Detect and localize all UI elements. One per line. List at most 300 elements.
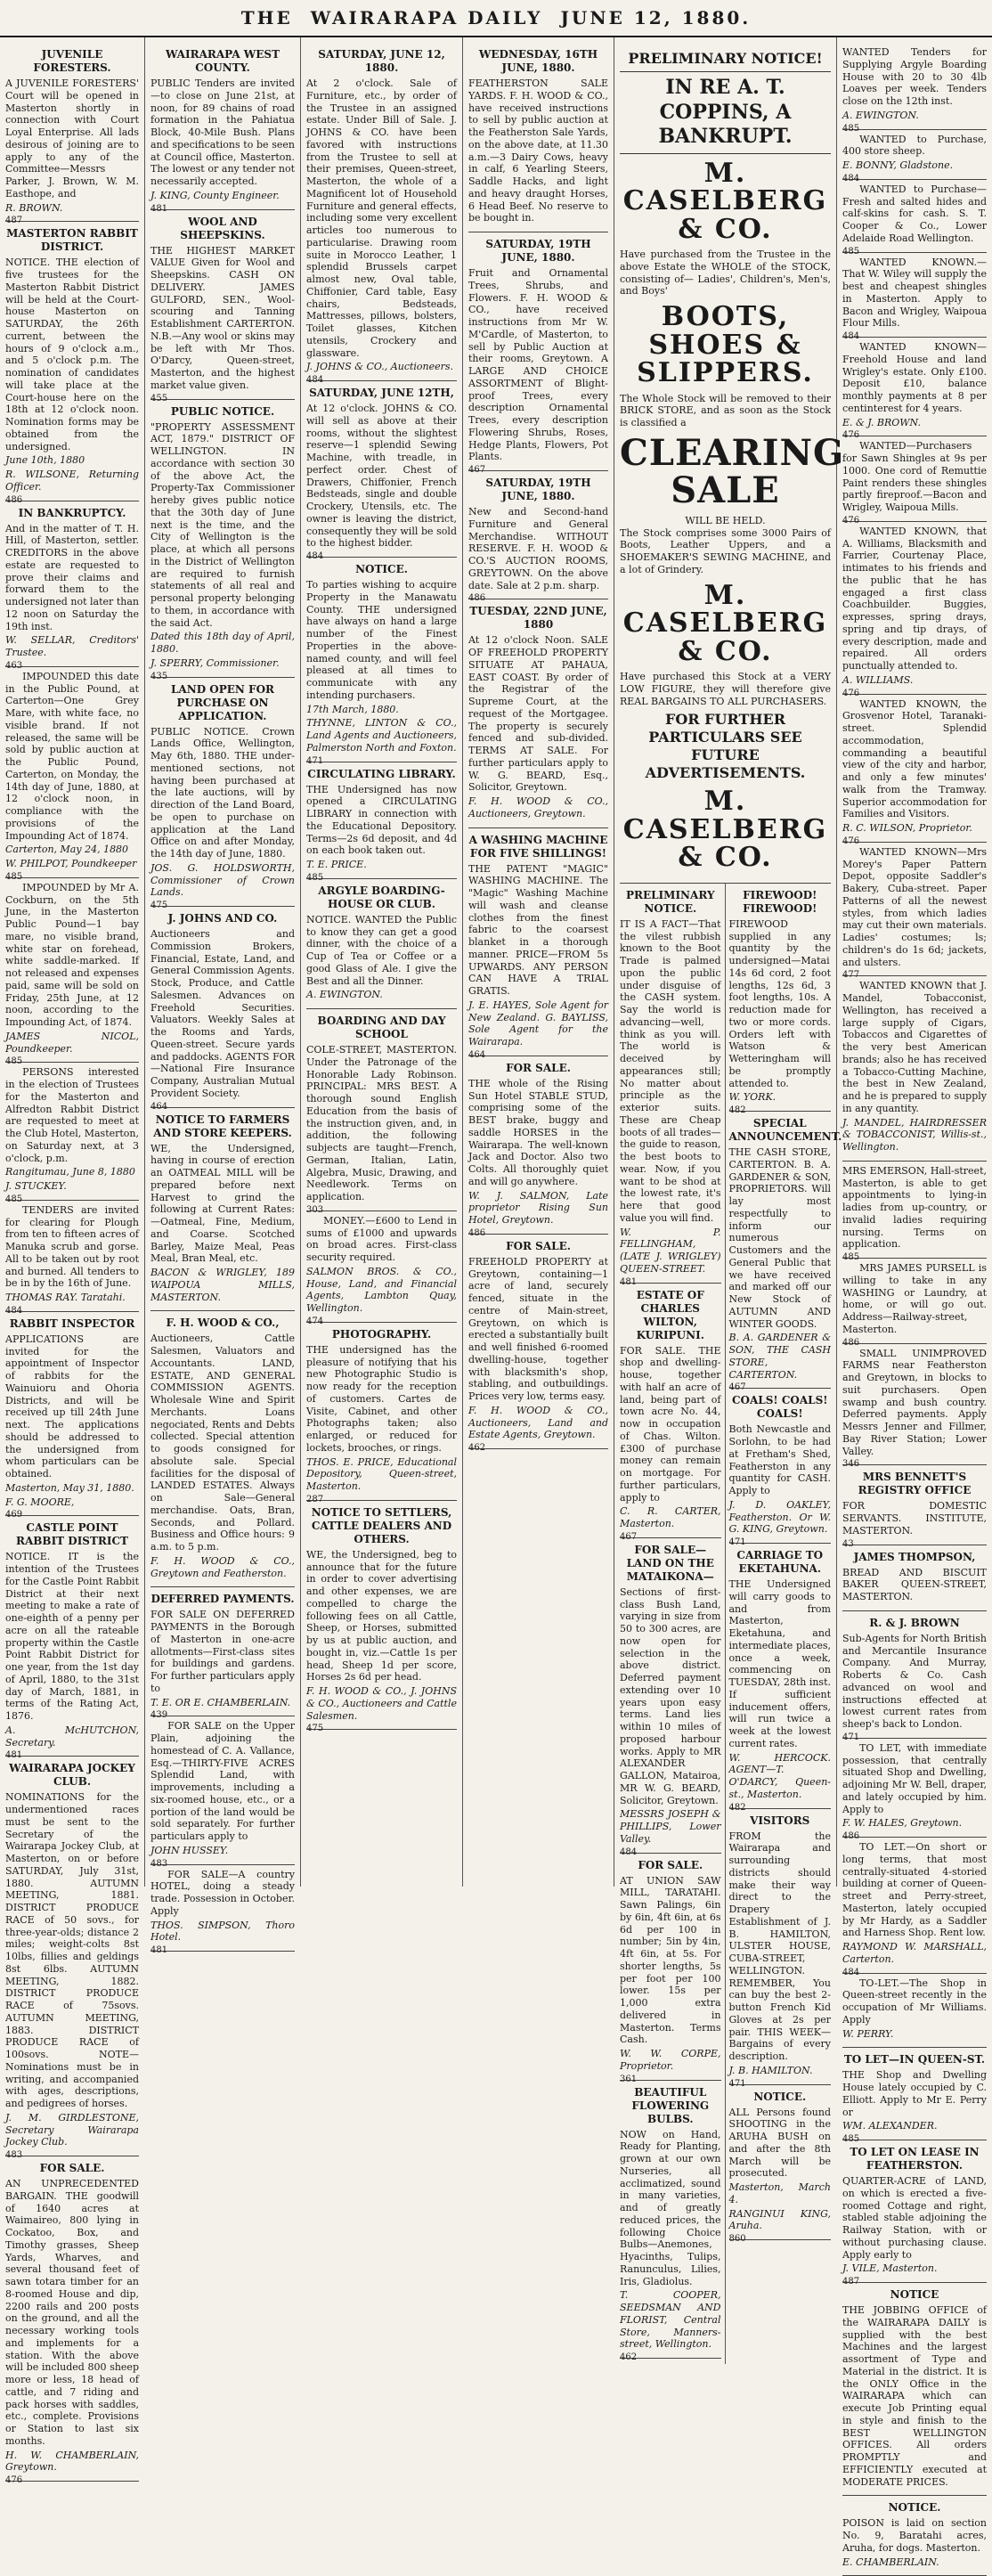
further-text: FOR FURTHER PARTICULARS SEE FUTURE ADVERTISEMENTS. — [645, 711, 806, 782]
ad-title: WEDNESDAY, 16TH JUNE, 1880. — [478, 48, 598, 74]
ad-number: 435 — [150, 671, 168, 681]
ad-body: NOW on Hand, Ready for Planting, grown at our own Nurseries, all acclimatized, sound in many varieties, and of greatly reduced prices, the following Choice Bulbs—Anemones, Hyacinths, Tulips, Ranunculus, Lilies, Iris, Gladiolus. — [620, 2128, 721, 2287]
ad-body: PERSONS interested in the election of Trustees for the Masterton and Alfredton Rabbit District are requested to meet at the Club Hotel, Masterton, on Saturday next, at 3 o'clock, p.m. — [5, 1066, 140, 1164]
ad-body: Both Newcastle and Sorlohn, to be had at Fretham's Shed, Featherston in any quantity for CASH. Apply to — [728, 1423, 831, 1496]
masthead — [0, 0, 992, 37]
ad-date: Masterton, May 31, 1880. — [5, 1481, 134, 1494]
ad-body: WANTED KNOWN, the Grosvenor Hotel, Taranaki-street. Splendid accommodation, commanding a beautiful view of the city and harbor, and only a few minutes' walk from the Tramway. Superior accommodation for Families and Visitors. — [842, 697, 987, 820]
ad-number: 303 — [306, 1204, 324, 1215]
ad-number: 467 — [728, 1382, 746, 1393]
advertisement — [306, 558, 457, 766]
ad-body: Sub-Agents for North British and Mercantile Insurance Company. And Murray, Roberts & Co. Cash advanced on wool and instructions effected at lowest current rates from sheep's back to London. — [842, 1632, 987, 1730]
ad-number: 471 — [728, 1537, 746, 1547]
advertisement — [842, 1344, 987, 1470]
ad-title: FOR SALE—LAND ON THE MATAIKONA— — [626, 1543, 714, 1583]
advertisement — [150, 1108, 295, 1312]
ad-date: Rangitumau, June 8, 1880 — [5, 1166, 135, 1178]
ad-number: 486 — [842, 1337, 860, 1348]
ad-signature: J. E. HAYES, Sole Agent for New Zealand. G. BAYLISS, Sole Agent for the Wairarapa. — [468, 999, 608, 1048]
advertisement — [842, 2283, 987, 2496]
ad-body: FOR SALE ON DEFERRED PAYMENTS in the Borough of Masterton in one-acre allotments—First-class sites for buildings and gardens. For further particulars apply to — [150, 1609, 295, 1694]
advertisement — [150, 400, 295, 681]
ad-body: Auctioneers and Commission Brokers, Financial, Estate, Land, and General Commission Agents. Stock, Produce, and Cattle Salesmen. Advances on Freehold Securities. Valuators. Weekly Sales at the Rooms and Yards, Queen-street. Secure yards and paddocks. AGENTS FOR—National Fire Insurance Company, Australian Mutual Provident Society. — [150, 928, 295, 1099]
ad-title: SATURDAY, 19TH JUNE, 1880. — [485, 477, 591, 502]
advertisement — [842, 1611, 987, 1742]
advertisement — [842, 130, 987, 183]
ad-title: SATURDAY, JUNE 12TH, — [309, 387, 454, 399]
advertisement — [5, 222, 139, 505]
ad-signature: MESSRS JOSEPH & PHILLIPS, Lower Valley. — [620, 1808, 721, 1845]
ad-body: NOTICE. WANTED the Public to know they can get a good dinner, with the choice of a Cup of Tea or Coffee or a good Glass of Ale. I give the Best and all the Dinner. — [306, 913, 457, 987]
ad-body: POISON is laid on section No. 9, Baratahi acres, Aruha, for dogs. Masterton. — [842, 2517, 987, 2554]
advertisement — [728, 2085, 832, 2244]
ad-body: THE undersigned has the pleasure of notifying that his new Photographic Studio is now ready for the reception of customers. Cartes de Visite, Cabinet, and other Photographs taken; also enlarged, or reduced for lockets, brooches, or rings. — [306, 1343, 457, 1454]
advertisement — [468, 232, 608, 475]
advertisement — [468, 1056, 608, 1238]
ad-body: IT IS A FACT—That the vilest rubbish known to the Boot Trade is palmed upon the public under disguise of the CASH system. Say the world is advancing—well, think as you will. The world is deceived by appearances still; No matter about principle as the exterior suits. These are Cheap boots of all trades—the guide to reason, the best boots to wear. Now, if you want to be shod at the lowest rate, it's here that good value you will find. — [620, 917, 721, 1224]
advertisement — [842, 1545, 987, 1611]
ad-title: SPECIAL ANNOUNCEMENT. — [728, 1117, 842, 1143]
ad-signature: J. D. OAKLEY, Featherston. Or W. G. KING, Greytown. — [728, 1498, 831, 1536]
ad-body: FOR SALE on the Upper Plain, adjoining the homestead of C. A. Vallance, Esq.—THIRTY-FIVE ACRES Splendid Land, with improvements, including a six-roomed house, etc., or a portion of the land would be sold separately. For further particulars apply to — [150, 1720, 295, 1842]
advertisement — [842, 436, 987, 526]
ad-number: 462 — [620, 2352, 638, 2362]
ad-number: 481 — [5, 1750, 23, 1761]
ad-number: 481 — [150, 203, 168, 214]
ad-body: WANTED KNOWN—Mrs Morey's Paper Pattern Depot, opposite Saddler's Bakery, Cuba-street. Paper Patterns of all the newest styles, from which ladies may cut their own materials. Ladies' costumes; ls; children's do 1s 6d; jackets, and ulsters. — [842, 845, 987, 968]
ad-signature: H. W. CHAMBERLAIN, Greytown. — [5, 2449, 139, 2474]
ad-body: And in the matter of T. H. Hill, of Masterton, settler. CREDITORS in the above estate are requested to prove their claims and forward them to the undersigned not later than 12 noon on Saturday the 19th inst. — [5, 522, 139, 632]
ad-body: To parties wishing to acquire Property in the Manawatu County. THE undersigned have always on hand a large number of the Finest Properties in the above-named county, and will feel pleased at all times to communicate with any intending purchasers. — [306, 579, 457, 701]
advertisement — [842, 2048, 987, 2144]
ad-body: MRS JAMES PURSELL is willing to take in any WASHING or Laundry, at home, or will go out. Address—Railway-street, Masterton. — [842, 1262, 987, 1335]
ad-title: COALS! COALS! COALS! — [731, 1394, 828, 1421]
ad-body: THE HIGHEST MARKET VALUE Given for Wool and Sheepskins. CASH ON DELIVERY. JAMES GULFORD, SEN., Wool-scouring and Tanning Establishment CARTERTON. N.B.—Any wool or skins may be left with Mr Thos. O'Darcy, Queen-street, Masterton, and the highest market value given. — [150, 244, 295, 391]
ad-number: 484 — [842, 331, 860, 341]
advertisement — [306, 1211, 457, 1326]
ad-signature: THOS. SIMPSON, Thoro Hotel. — [150, 1919, 295, 1944]
ad-title: PHOTOGRAPHY. — [331, 1327, 432, 1341]
ad-signature: T. E. PRICE. — [306, 859, 367, 870]
advertisement — [150, 1311, 295, 1587]
masthead-the: THE — [240, 7, 293, 29]
ad-title: ESTATE OF CHARLES WILTON, KURIPUNI. — [636, 1288, 704, 1341]
ad-body: COLE-STREET, MASTERTON. Under the Patronage of the Honorable Lady Robinson. PRINCIPAL: MRS BEST. A thorough sound English Education from the basis of the instruction given, and, in addition, the following subjects are taught—French, German, Italian, Latin, Algebra, Music, Drawing, and Needlework. Terms on application. — [306, 1044, 457, 1202]
ad-number: 287 — [306, 1494, 324, 1504]
ad-signature: J. M. GIRDLESTONE, Secretary Wairarapa Jockey Club. — [5, 2111, 139, 2148]
ad-signature: THOS. E. PRICE, Educational Depository, Queen-street, Masterton. — [306, 1455, 457, 1492]
masthead-date: JUNE 12, 1880. — [560, 7, 752, 29]
ad-number: 467 — [620, 1531, 638, 1542]
advertisement — [5, 1201, 139, 1316]
ad-title: NOTICE TO FARMERS AND STORE KEEPERS. — [153, 1113, 292, 1139]
advertisement — [150, 210, 295, 404]
ad-body: THE whole of the Rising Sun Hotel STABLE STUD, comprising some of the BEST brake, buggy and saddle HORSES in the Wairarapa. The well-known Jack and Doctor. Also two Colts. All thoroughly quiet and will go anywhere. — [468, 1077, 608, 1187]
ad-number: 477 — [842, 970, 860, 981]
ad-signature: J. MANDEL, HAIRDRESSER & TOBACCONIST, Willis-st., Wellington. — [842, 1116, 987, 1153]
column-5-left — [620, 884, 726, 2364]
ad-number: 361 — [620, 2074, 638, 2084]
advertisement — [306, 43, 457, 385]
advertisement — [150, 1587, 295, 1721]
ad-signature: F. H. WOOD & CO., Greytown and Featherston. — [150, 1554, 295, 1579]
advertisement — [728, 884, 832, 1115]
ad-signature: A. McHUTCHON, Secretary. — [5, 1724, 139, 1749]
ad-body: WANTED to Purchase—Fresh and salted hides and calf-skins for cash. S. T. Cooper & Co., Lower Adelaide Road Wellington. — [842, 183, 987, 244]
ad-title: J. JOHNS AND CO. — [167, 912, 278, 925]
ad-title: FIREWOOD! FIREWOOD! — [743, 888, 817, 915]
ad-number: 471 — [306, 755, 324, 766]
ad-number: 476 — [842, 430, 860, 441]
ad-body: TO LET, with immediate possession, that centrally situated Shop and Dwelling, adjoining Mr W. Bell, draper, and lately occupied by him. Apply to — [842, 1741, 987, 1815]
ad-signature: A. EWINGTON. — [842, 109, 919, 121]
advertisement — [5, 1516, 139, 1761]
ad-number: 464 — [468, 1049, 486, 1060]
advertisement — [842, 695, 987, 846]
advertisement — [728, 1389, 832, 1547]
ad-body: THE Undersigned will carry goods to and from Masterton, Eketahuna, and intermediate places, once a week, commencing on TUESDAY, 28th inst. If sufficient inducement offers, will run twice a week at the lowest current rates. — [728, 1578, 831, 1749]
ad-body: WANTED Tenders for Supplying Argyle Boarding House with 20 to 30 4lb Loaves per week. Tenders close on the 12th inst. — [842, 46, 987, 107]
advertisement — [5, 1063, 140, 1204]
ad-body: FOR DOMESTIC SERVANTS. INSTITUTE, MASTERTON. — [842, 1500, 987, 1537]
advertisement — [842, 1259, 987, 1348]
ad-body: THE Shop and Dwelling House lately occupied by C. Elliott. Apply to Mr E. Perry or — [842, 2069, 987, 2118]
ad-date: Dated this 18th day of April, 1880. — [150, 631, 295, 655]
ad-body: TO-LET.—The Shop in Queen-street recently in the occupation of Mr Williams. Apply — [842, 1977, 987, 2026]
ad-title: RABBIT INSPECTOR — [9, 1317, 135, 1330]
ad-title: NOTICE. — [753, 2090, 807, 2103]
ad-body: NOTICE. THE election of five trustees for the Masterton Rabbit District will be held at the Court-house Masterton on SATURDAY, the 26th current, between the hours of 9 o'clock a.m., and 5 o'clock p.m. The nomination of candidates will take place at the Court-house here on the 18th at 12 o'clock noon. Nomination forms may be obtained from the undersigned. — [5, 257, 139, 452]
advertisement — [728, 1112, 842, 1393]
ad-number: 482 — [728, 1105, 746, 1115]
caselberg-name-3: M. CASELBERG & CO. — [622, 786, 828, 874]
ad-signature: JOS. G. HOLDSWORTH, Commissioner of Crown Lands. — [150, 861, 295, 899]
ad-signature: R. C. WILSON, Proprietor. — [842, 822, 972, 834]
ad-signature: W. J. SALMON, Late proprietor Rising Sun Hotel, Greytown. — [468, 1189, 608, 1226]
caselberg-advertisement — [620, 43, 845, 884]
ad-number: 476 — [842, 836, 860, 846]
ad-number: 484 — [842, 1967, 860, 1977]
ad-number: 485 — [5, 871, 23, 882]
ad-signature: F. H. WOOD & CO., Auctioneers, Greytown. — [468, 795, 608, 819]
ad-number: 484 — [306, 375, 324, 385]
advertisement — [842, 180, 987, 257]
ad-body: AT UNION SAW MILL, TARATAHI. Sawn Palings, 6in by 6in, 4ft 6in, at 6s 6d per 100 in number; 5in by 4in, 4ft 6in, at 5s. For shorter lengths, 5s per foot per 100 lower. 15s per 1,000 extra delivered in Masterton. Terms Cash. — [620, 1874, 721, 2046]
ad-signature: T. COOPER, SEEDSMAN AND FLORIST, Central Store, Manners-street, Wellington. — [620, 2289, 721, 2351]
ad-signature: J. SPERRY, Commissioner. — [150, 656, 280, 669]
ad-number: 487 — [5, 216, 23, 226]
advertisement — [150, 907, 295, 1112]
purchased-text: Have purchased from the Trustee in the above Estate the WHOLE of the STOCK, consisting of— Ladies', Children's, Men's, and Boys' — [620, 249, 831, 298]
column-6 — [837, 37, 992, 2568]
ad-title: WAIRARAPA WEST COUNTY. — [165, 48, 281, 74]
ad-title: SATURDAY, 19TH JUNE, 1880. — [485, 238, 591, 264]
ad-title: SATURDAY, JUNE 12, 1880. — [318, 48, 445, 74]
ad-signature: J. STUCKEY. — [5, 1180, 67, 1192]
ad-number: 469 — [5, 1510, 23, 1520]
ad-number: 484 — [306, 551, 324, 561]
ad-body: NOMINATIONS for the undermentioned races must be sent to the Secretary of the Wairarapa Jockey Club, at Masterton, on or before SATURDAY, July 31st, 1880. AUTUMN MEETING, 1881. DISTRICT PRODUCE RACE of 50 sovs., for three-year-olds; distance 2 miles; weight-colts 8st 10lbs, fillies and geldings 8st 6lbs. AUTUMN MEETING, 1882. DISTRICT PRODUCE RACE of 75sovs. AUTUMN MEETING, 1883. DISTRICT PRODUCE RACE of 100sovs. NOTE—Nominations must be in writing, and accompanied with ages, descriptions, and pedigrees of horses. — [5, 1791, 139, 2109]
ad-signature: J. JOHNS & CO., Auctioneers. — [306, 361, 454, 373]
ad-title: BOARDING AND DAY SCHOOL — [317, 1015, 446, 1040]
ad-signature: R. BROWN. — [5, 201, 63, 214]
advertisement — [5, 1312, 139, 1520]
advertisement — [620, 2081, 721, 2360]
advertisement — [842, 253, 987, 341]
advertisement — [468, 43, 608, 232]
ad-body: PUBLIC Tenders are invited—to close on June 21st, at noon, for 89 chains of road formation in the Pahiatua Block, 40-Mile Bush. Plans and specifications to be seen at Council office, Masterton. The lowest or any tender not necessarily accepted. — [150, 77, 295, 187]
advertisement — [842, 338, 987, 441]
ad-number: 483 — [150, 1858, 168, 1869]
ad-title: PRELIMINARY NOTICE. — [625, 888, 715, 915]
stock-text: The Stock comprises some 3000 Pairs of Boots, Leather Uppers, and a SHOEMAKER'S SEWING MACHINE, and a lot of Grindery. — [620, 526, 831, 575]
ad-signature: THYNNE, LINTON & CO., Land Agents and Auctioneers, Palmerston North and Foxton. — [306, 717, 457, 754]
advertisement — [842, 522, 987, 698]
ad-number: 471 — [842, 1732, 860, 1742]
ad-body: New and Second-hand Furniture and General Merchandise. WITHOUT RESERVE. F. H. WOOD & CO.'S AUCTION ROOMS, GREYTOWN. On the above date. Sale at 2 p.m. sharp. — [468, 506, 608, 591]
advertisement — [150, 43, 295, 214]
ad-body: FREEHOLD PROPERTY at Greytown, containing—1 acre of land, securely fenced, situate in the centre of Main-street, Greytown, on which is erected a substantially built and well finished 6-roomed dwelling-house, together with blacksmith's shop, stabling, and outbuildings. Prices very low, terms easy. — [468, 1255, 608, 1402]
ad-title: LAND OPEN FOR PURCHASE ON APPLICATION. — [170, 682, 274, 722]
advertisement — [5, 501, 139, 671]
ad-title: JUVENILE FORESTERS. — [33, 48, 111, 74]
ad-number: 439 — [150, 1710, 168, 1721]
ad-body: NOTICE. IT is the intention of the Trustees for the Castle Point Rabbit District at their next meeting to make a rate of one-eighth of a penny per acre on all the rateable property within the Castle Point Rabbit District for one year, from the 1st day of April, 1880, to the 31st day of March, 1881, in terms of the Rating Act, 1876. — [5, 1551, 139, 1722]
boots-heading: BOOTS, SHOES & SLIPPERS. — [637, 301, 814, 388]
advertisement — [842, 843, 987, 981]
ad-signature: C. R. CARTER, Masterton. — [620, 1505, 721, 1529]
ad-title: A WASHING MACHINE FOR FIVE SHILLINGS! — [468, 833, 608, 860]
advertisement — [620, 1284, 721, 1542]
ad-title: NOTICE. — [355, 563, 408, 575]
advertisement — [5, 1757, 139, 2160]
ad-body: APPLICATIONS are invited for the appointment of Inspector of rabbits for the Wainuioru and Ohoria Districts, and will be received up till 24th June next. The applications should be addressed to the undersigned from whom particulars can be obtained. — [5, 1333, 139, 1480]
column-5-subcolumns — [620, 884, 842, 2364]
ad-title: NOTICE. — [888, 2501, 941, 2515]
ad-body: TENDERS are invited for clearing for Plough from ten to fifteen acres of Manuka scrub and gorse. All to be taken out by root and burned. All tenders to be in by the 16th of June. — [5, 1203, 139, 1290]
ad-title: DEFERRED PAYMENTS. — [150, 1593, 295, 1606]
ad-title: FOR SALE. — [39, 2162, 105, 2174]
advertisement — [620, 884, 721, 1287]
ad-number: 476 — [842, 515, 860, 526]
ad-number: 485 — [842, 1252, 860, 1262]
ad-title: MRS BENNETT'S REGISTRY OFFICE — [858, 1471, 972, 1497]
ad-title: TUESDAY, 22ND JUNE, 1880 — [469, 605, 607, 632]
ad-number: 485 — [5, 1056, 23, 1067]
ad-number: 485 — [842, 123, 860, 134]
ad-date: Carterton, May 24, 1880 — [5, 844, 129, 856]
masthead-title: WAIRARAPA DAILY — [310, 7, 543, 29]
ad-title: PUBLIC NOTICE. — [170, 404, 275, 418]
ad-body: "PROPERTY ASSESSMENT ACT, 1879." DISTRICT OF WELLINGTON. IN accordance with section 30 of the above Act, the Property-Tax Commissioner hereby gives public notice that the 30th day of June next is the time, and the City of Wellington is the place, at which all persons in the District of Wellington are required to furnish statements of all real and personal property belonging to them, in accordance with the said Act. — [150, 420, 295, 629]
ad-body: QUARTER-ACRE of LAND, on which is erected a five-roomed Cottage and right, stabled stable adjoining the Railway Station, with or without purchasing clause. Apply early to — [842, 2175, 987, 2261]
ad-signature: W. SELLAR, Creditors' Trustee. — [5, 634, 139, 658]
ad-number: 474 — [306, 1316, 324, 1326]
ad-signature: W. PHILPOT, Poundkeeper — [5, 858, 137, 869]
ad-number: 462 — [468, 1443, 486, 1453]
ad-date: 17th March, 1880. — [306, 703, 399, 715]
ad-number: 487 — [842, 2277, 860, 2287]
ad-title: JAMES THOMPSON, — [853, 1550, 976, 1563]
ad-body: Fruit and Ornamental Trees, Shrubs, and Flowers. F. H. WOOD & CO., have received instructions from Mr W. M'Cardle, of Masterton, to sell by Public Auction at their rooms, Greytown. A LARGE AND CHOICE ASSORTMENT of Blight-proof Trees, every description Ornamental Trees, every description Flowering Shrubs, Roses, Hedge Plants, Flowers, Pot Plants. — [468, 267, 608, 463]
ad-body: WANTED KNOWN—Freehold House and land Wrigley's estate. Only £100. Deposit £10, balance monthly payments at 8 per centinterest for 4 years. — [842, 341, 987, 414]
ad-signature: F. H. WOOD & CO., Auctioneers, Land and Estate Agents, Greytown. — [468, 1404, 608, 1441]
advertisement — [620, 1854, 721, 2084]
ad-number: 486 — [5, 494, 23, 505]
advertisement — [306, 381, 457, 561]
ad-title: CASTLE POINT RABBIT DISTRICT — [16, 1521, 128, 1548]
columns — [0, 37, 992, 2568]
ad-body: At 12 o'clock. JOHNS & CO. will sell as above at their rooms, without the slightest reserve—1 splendid Sewing Machine, with treadle, in perfect order. Chest of Drawers, Chiffonier, French Bedsteads, single and double Crockery, Utensils, etc. The owner is leaving the district, consequently they will be sold to the highest bidder. — [306, 403, 457, 550]
advertisement — [842, 1162, 987, 1262]
ad-title: ARGYLE BOARDING-HOUSE OR CLUB. — [318, 884, 445, 910]
ad-body: FOR SALE. THE shop and dwelling-house, together with half an acre of land, being part of town acre No. 44, now in occupation of Chas. Wilton. £300 of purchase money can remain on mortgage. For further particulars, apply to — [620, 1344, 721, 1504]
ad-title: FOR SALE. — [506, 1061, 571, 1074]
advertisement — [468, 828, 608, 1060]
ad-title: MASTERTON RABBIT DISTRICT. — [6, 227, 138, 254]
ad-body: THE PATENT "MAGIC" WASHING MACHINE. The "Magic" Washing Machine will wash and cleanse clothes from the finest fabric to the coarsest blanket in a thorough manner. PRICE—FROM 5s UPWARDS. ANY PERSON CAN HAVE A TRIAL GRATIS. — [468, 862, 608, 997]
ad-signature: BACON & WRIGLEY, 189 WAIPOUA MILLS, MASTERTON. — [150, 1267, 295, 1303]
ad-signature: F. W. HALES, Greytown. — [842, 1817, 963, 1830]
ad-signature: JAMES NICOL, Poundkeeper. — [5, 1030, 139, 1055]
column-1 — [0, 37, 145, 2485]
ad-number: 464 — [150, 1101, 168, 1112]
advertisement — [842, 1838, 987, 1977]
ad-body: WANTED KNOWN that J. Mandel, Tobacconist, Wellington, has received a large supply of Cigars, Tobaccos and Cigarettes of the very best American brands; also he has received a Tobacco-Cutting Machine, the best in New Zealand, and he is prepared to supply in any quantity. — [842, 980, 987, 1114]
ad-signature: JOHN HUSSEY. — [150, 1844, 229, 1856]
ad-body: AN UNPRECEDENTED BARGAIN. THE goodwill of 1640 acres at Waimaireo, 800 lying in Cockatoo, Box, and Timothy grasses, Sheep Yards, Wharves, and several thousand feet of sawn totara timber for an 8-roomed House and dip, 2200 rails and 200 posts on the ground, and all the necessary working tools and implements for a station. With the above will be included 800 sheep more or less, 18 head of cattle, and 7 riding and pack horses with saddles, etc., complete. Provisions or Station to last six months. — [5, 2178, 139, 2447]
prelim-heading: PRELIMINARY NOTICE! — [628, 50, 823, 67]
ad-signature: W. YORK. — [728, 1091, 777, 1104]
ad-number: 471 — [728, 2078, 746, 2089]
ad-number: 486 — [842, 1831, 860, 1841]
ad-body: BREAD AND BISCUIT BAKER QUEEN-STREET, MASTERTON. — [842, 1566, 987, 1602]
removed-text: The Whole Stock will be removed to their BRICK STORE, and as soon as the Stock is classified a — [620, 392, 831, 428]
ad-body: TO LET.—On short or long terms, that most centrally-situated 4-storied building at corner of Queen-street and Perry-street, Masterton, lately occupied by Mr Hardy, as a Saddler and Harness Shop. Rent low. — [842, 1841, 987, 1939]
ad-body: At 2 o'clock. Sale of Furniture, etc., by order of the Trustee in an assigned estate. Under Bill of Sale. J. JOHNS & CO. have been favored with instructions from the Trustee to sell at their premises, Queen-street, Masterton, the whole of a Magnificent lot of Household Furniture and general effects, including some very excellent articles too numerous to particularise. Drawing room suite in Morocco Leather, 1 splendid Brussels carpet almost new, Oval table, Chiffonier, Card table, Easy chairs, Bedsteads, Mattresses, pillows, bolsters, Toilet glasses, Kitchen utensils, Crockery and glassware. — [306, 77, 457, 359]
advertisement — [842, 1739, 987, 1841]
ad-body: THE JOBBING OFFICE of the WAIRARAPA DAILY is supplied with the best Machines and the largest assortment of Type and Material in the district. It is the ONLY Office in the WAIRARAPA which can execute Job Printing equal in style and finish to the BEST WELLINGTON OFFICES. All orders PROMPTLY and EFFICIENTLY executed at MODERATE PRICES. — [842, 2304, 987, 2488]
ad-body: WANTED—Purchasers for Sawn Shingles at 9s per 1000. One cord of Remuttie Paint renders these shingles partly fireproof.—Bacon and Wrigley, Waipoua Mills. — [842, 440, 987, 513]
advertisement — [728, 1809, 832, 2089]
ad-number: 475 — [150, 901, 168, 910]
ad-signature: RANGINUI KING, Aruha. — [728, 2207, 831, 2232]
ad-number: 485 — [842, 2134, 860, 2144]
ad-signature: WM. ALEXANDER. — [842, 2120, 938, 2132]
advertisement — [5, 43, 139, 226]
ad-body: A JUVENILE FORESTERS' Court will be opened in Masterton shortly in connection with Court Loyal Enterprise. All lads desirous of joining are to apply to any of the Committee—Messrs Parker, J. Brown, W. M. Easthope, and — [5, 77, 139, 200]
ad-body: MRS EMERSON, Hall-street, Masterton, is able to get appointments to lying-in ladies from up-country, or invalid ladies requiring nursing. Terms on application. — [842, 1164, 987, 1251]
ad-title: VISITORS — [750, 1814, 810, 1827]
ad-number: 476 — [842, 688, 860, 698]
ad-number: 484 — [5, 1305, 23, 1316]
ad-signature: A. EWINGTON. — [306, 989, 383, 1001]
ad-title: CARRIAGE TO EKETAHUNA. — [736, 1549, 824, 1575]
ad-number: 455 — [150, 393, 168, 404]
ad-signature: R. WILSONE, Returning Officer. — [5, 469, 139, 493]
ad-number: 43 — [842, 1538, 854, 1549]
ad-number: 485 — [842, 246, 860, 257]
ad-title: FOR SALE. — [506, 1239, 571, 1252]
ad-title: TO LET—IN QUEEN-ST. — [843, 2053, 986, 2067]
advertisement — [842, 1465, 987, 1549]
advertisement — [842, 976, 987, 1162]
advertisement — [306, 879, 457, 1009]
ad-signature: J. KING, County Engineer. — [150, 189, 280, 201]
ad-body: Sections of first-class Bush Land, varying in size from 50 to 300 acres, are now open for selection in the above district. Deferred payment extending over 10 years upon easy terms. Land lies within 10 miles of proposed harbour works. Apply to MR ALEXANDER GALLON, Matairoa, MR W. G. BEARD, Solicitor, Greytown. — [620, 1586, 721, 1806]
ad-body: IMPOUNDED by Mr A. Cockburn, on the 5th June, in the Masterton Public Pound—1 bay mare, no visible brand, white star on forehead, white saddle-marked. If not released and expenses paid, same will be sold on Friday, 25th June, at 12 noon, according to the Impounding Act, of 1874. — [5, 881, 139, 1028]
column-5-right — [726, 884, 842, 2364]
ad-number: 481 — [150, 1945, 168, 1955]
ad-body: WANTED KNOWN.—That W. Wiley will supply the best and cheapest shingles in Masterton. Apply to Bacon and Wrigley, Waipoua Flour Mills. — [842, 256, 987, 330]
ad-number: 485 — [306, 872, 324, 883]
advertisement — [150, 1865, 295, 1955]
ad-signature: F. G. MOORE, — [5, 1496, 75, 1508]
advertisement — [306, 762, 457, 883]
ad-number: 482 — [728, 1802, 746, 1813]
advertisement — [5, 2156, 139, 2485]
ad-number: 346 — [842, 1459, 860, 1470]
ad-signature: W. PERRY. — [842, 2027, 894, 2040]
in-re-heading: IN RE A. T. COPPINS, A BANKRUPT. — [658, 76, 793, 148]
ad-body: MONEY.—£600 to Lend in sums of £1000 and upwards on broad acres. First-class security required. — [306, 1214, 457, 1263]
advertisement — [5, 878, 139, 1067]
ad-signature: W. W. CORPE, Proprietor. — [620, 2048, 721, 2072]
ad-body: SMALL UNIMPROVED FARMS near Featherston and Greytown, in blocks to suit purchasers. Open swamp and bush country. Deferred payments. Apply Messrs Jenner and Fillmer, Bay River Station; Lower Valley. — [842, 1347, 987, 1457]
ad-number: 463 — [5, 660, 23, 671]
ad-number: 860 — [728, 2234, 746, 2244]
column-5 — [614, 37, 845, 2362]
ad-body: WANTED to Purchase, 400 store sheep. — [842, 133, 987, 158]
ad-number: 486 — [468, 593, 486, 604]
advertisement — [842, 2140, 987, 2287]
ad-signature: T. E. OR E. CHAMBERLAIN. — [150, 1696, 291, 1708]
ad-title: R. & J. BROWN — [869, 1616, 960, 1629]
ad-signature: J. VILE, Masterton. — [842, 2262, 938, 2275]
ad-signature: SALMON BROS. & CO., House, Land, and Financial Agents, Lambton Quay, Wellington. — [306, 1265, 457, 1314]
ad-body: THE CASH STORE, CARTERTON. B. A. GARDENER & SON, PROPRIETORS. Will lay most respectfully to inform our numerous Customers and the General Public that we have received and marked off our New Stock of AUTUMN AND WINTER GOODS. — [728, 1146, 831, 1330]
ad-number: 483 — [5, 2150, 23, 2160]
ad-title: NOTICE TO SETTLERS, CATTLE DEALERS AND OTHERS. — [311, 1505, 452, 1545]
ad-signature: B. A. GARDENER & SON, THE CASH STORE, CARTERTON. — [728, 1332, 831, 1381]
will-be-held: WILL BE HELD. — [685, 514, 766, 526]
caselberg-name: M. CASELBERG & CO. — [622, 157, 828, 245]
ad-body: WE, the Undersigned, having in course of erection an OATMEAL MILL will be prepared before next Harvest to grind the following at Current Rates:—Oatmeal, Fine, Medium, and Coarse. Scotched Barley, Maize Meal, Peas Meal, Bran Meal, etc. — [150, 1142, 295, 1265]
ad-signature: THOMAS RAY. Taratahi. — [5, 1292, 126, 1303]
ad-date: June 10th, 1880 — [5, 454, 85, 467]
advertisement — [306, 1009, 457, 1215]
advertisement — [728, 1544, 832, 1813]
ad-signature: F. H. WOOD & CO., J. JOHNS & CO., Auctioneers and Cattle Salesmen. — [306, 1685, 457, 1722]
ad-body: Auctioneers, Cattle Salesmen, Valuators and Accountants. LAND, ESTATE, AND GENERAL COMMISSION AGENTS. Wholesale Wine and Spirit Merchants. Loans negociated, Rents and Debts collected. Special attention to goods consigned for absolute sale. Special facilities for the disposal of LANDED ESTATES. Always on Sale—General merchandise. Oats, Bran, Seconds, and Pollard. Business and Office hours: 9 a.m. to 5 p.m. — [150, 1333, 295, 1553]
advertisement — [842, 43, 987, 134]
ad-number: 467 — [468, 465, 486, 475]
ad-signature: E. CHAMBERLAIN. — [842, 2556, 939, 2568]
ad-body: FIREWOOD supplied in any quantity by the undersigned—Matai 14s 6d cord, 2 foot lengths, 12s 6d, 3 foot lengths, 10s. A reduction made for two or more cords. Orders left with Watson & Wetteringham will be promptly attended to. — [728, 917, 831, 1089]
ad-body: WANTED KNOWN, that A. Williams, Blacksmith and Farrier, Courtenay Place, intimates to his friends and the public that he has engaged a first class Coachbuilder. Buggies, expresses, spring drays, spring and tip drays, of every description, made and repaired. All orders punctually attended to. — [842, 525, 987, 672]
ad-body: FEATHERSTON SALE YARDS. F. H. WOOD & CO., have received instructions to sell by public auction at the Featherston Sale Yards, on the above date, at 11.30 a.m.—3 Dairy Cows, heavy in calf, 6 Yearling Steers, Saddle Hacks, and light and heavy draught Horses, 6 Head Beef. No reserve to be bought in. — [468, 77, 608, 224]
advertisement — [468, 599, 608, 827]
ad-title: WOOL AND SHEEPSKINS. — [180, 215, 265, 241]
column-4 — [463, 37, 614, 1887]
ad-date: Masterton, March 4. — [728, 2181, 831, 2205]
ad-number: 476 — [5, 2475, 23, 2485]
ad-title: FOR SALE. — [638, 1858, 703, 1871]
ad-signature: J. B. HAMILTON. — [728, 2064, 813, 2076]
ad-title: WAIRARAPA JOCKEY CLUB. — [9, 1762, 135, 1789]
advertisement — [468, 1235, 608, 1453]
bargains-text: Have purchased this Stock at a VERY LOW FIGURE, they will therefore give REAL BARGAINS TO ALL PURCHASERS. — [620, 671, 831, 707]
